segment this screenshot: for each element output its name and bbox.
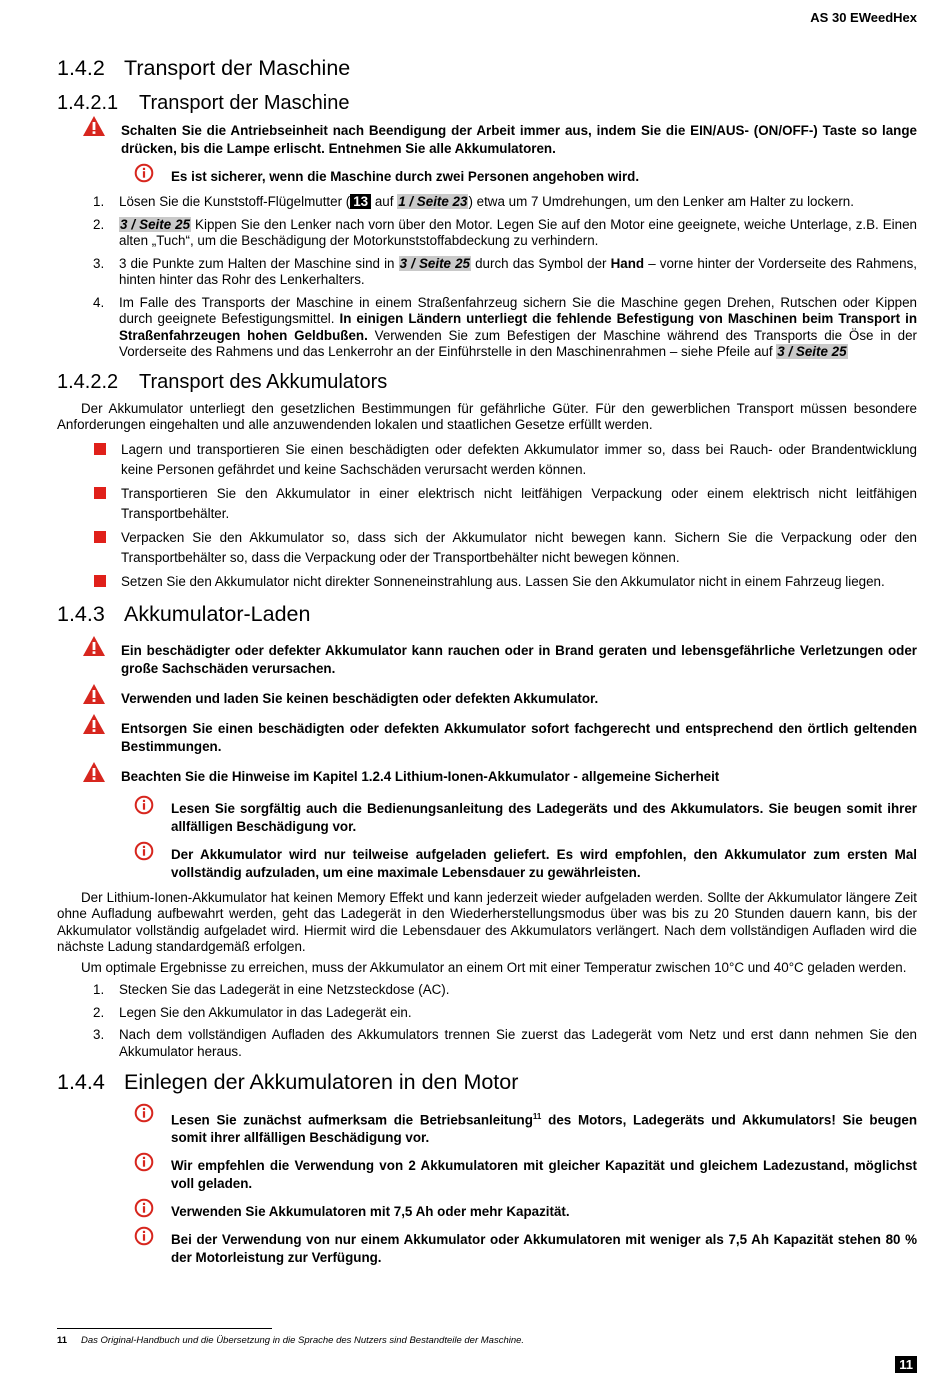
- warning-triangle-icon: [82, 713, 106, 735]
- footnote-text: Das Original-Handbuch und die Übersetzung in die Sprache des Nutzers sind Bestandteile der Maschine.: [81, 1335, 525, 1346]
- footnote-divider: [57, 1328, 272, 1329]
- bullet-text: Transportieren Sie den Akkumulator in einer elektrisch nicht leitfähigen Verpackung oder einem elektrisch nicht leitfähigen Transportbehälter.: [121, 485, 917, 521]
- info-notice: [57, 1157, 917, 1193]
- heading-number: 1.4.2: [57, 56, 105, 80]
- bullet-item: [57, 484, 917, 524]
- heading-number: 1.4.2.1: [57, 92, 119, 114]
- step-item: [57, 217, 917, 250]
- red-square-bullet: [94, 575, 106, 587]
- info-notice: [57, 1231, 917, 1267]
- step-text: auf: [371, 194, 398, 209]
- warning-triangle-icon: [82, 115, 106, 137]
- step-item: [57, 1027, 917, 1060]
- heading-1-4-3: [57, 600, 917, 628]
- heading-title: Transport der Maschine: [124, 56, 351, 80]
- step-item: [57, 1005, 917, 1022]
- info-notice: [57, 846, 917, 882]
- heading-number: 1.4.3: [57, 601, 105, 626]
- step-item: [57, 194, 917, 211]
- part-number-badge: 13: [350, 194, 371, 209]
- intro-paragraph: Der Akkumulator unterliegt den gesetzlichen Bestimmungen für gefährliche Güter. Für den gewerblichen Transport müssen besondere Anforderungen eingehalten und alle anzuwendenden lokalen und staatlichen Gesetze erfüllt werden.: [57, 400, 917, 432]
- step-text: Kippen Sie den Lenker nach vorn über den Motor. Legen Sie auf den Motor eine geeignete, weiche Unterlage, z.B. Einen alten „Tuch“, um die Beschädigung der Motorkunststoffabdeckung zu verhindern.: [119, 216, 917, 248]
- info-notice: [57, 800, 917, 836]
- warning-notice: [57, 720, 917, 756]
- heading-1-4-2-1: [57, 90, 917, 116]
- step-text: 3 die Punkte zum Halten der Maschine sind in: [119, 255, 399, 271]
- warning-triangle-icon: [82, 635, 106, 657]
- red-square-bullet: [94, 443, 106, 455]
- step-text: durch das Symbol der: [471, 255, 611, 271]
- step-item: [57, 256, 917, 289]
- info-circle-icon: [134, 1152, 154, 1172]
- bullet-text: Setzen Sie den Akkumulator nicht direkter Sonneneinstrahlung aus. Lassen Sie den Akkumulator nicht in einem Fahrzeug liegen.: [121, 573, 885, 589]
- step-number: 3.: [93, 255, 105, 271]
- heading-1-4-2-2: [57, 369, 917, 395]
- red-square-bullet: [94, 487, 106, 499]
- footnote-marker: 11: [532, 1112, 542, 1121]
- figure-reference: 3 / Seite 25: [120, 216, 191, 232]
- page-number: 11: [895, 1356, 917, 1373]
- step-item: [57, 982, 917, 999]
- warning-notice: [57, 768, 917, 786]
- figure-reference: 3 / Seite 25: [777, 344, 847, 359]
- info-circle-icon: [134, 163, 154, 183]
- warning-text: Beachten Sie die Hinweise im Kapitel 1.2.4 Lithium-Ionen-Akkumulator - allgemeine Sicherheit: [121, 768, 720, 784]
- warning-text: Entsorgen Sie einen beschädigten oder defekten Akkumulator sofort fachgerecht und entsprechend den örtlich geltenden Bestimmungen.: [121, 720, 917, 754]
- step-text: Legen Sie den Akkumulator in das Ladegerät ein.: [119, 1004, 412, 1020]
- warning-notice: [57, 642, 917, 678]
- emphasis: In einigen Ländern unterliegt die fehlende Befestigung von Maschinen beim Transport in Straßenfahrzeugen hohen Geldbußen.: [119, 311, 917, 343]
- heading-title: Transport der Maschine: [139, 92, 350, 114]
- warning-notice: [57, 122, 917, 158]
- warning-text: Verwenden und laden Sie keinen beschädigten oder defekten Akkumulator.: [121, 690, 599, 706]
- info-circle-icon: [134, 1198, 154, 1218]
- footnote: [57, 1335, 524, 1346]
- step-text: ) etwa um 7 Umdrehungen, um den Lenker am Halter zu lockern.: [468, 194, 854, 209]
- bullet-item: [57, 440, 917, 480]
- page-body: [57, 54, 917, 1275]
- step-text: Im Falle des Transports der Maschine in einem Straßenfahrzeug sichern Sie die Maschine gegen Drehen, Rutschen oder Kippen durch geeignete Befestigungsmittel.: [119, 294, 917, 326]
- step-number: 3.: [93, 1027, 105, 1042]
- warning-notice: [57, 690, 917, 708]
- bullet-item: [57, 572, 917, 592]
- step-number: 1.: [93, 194, 105, 209]
- body-paragraph: Um optimale Ergebnisse zu erreichen, muss der Akkumulator an einem Ort mit einer Temperatur zwischen 10°C und 40°C geladen werden.: [81, 959, 907, 975]
- info-circle-icon: [134, 795, 154, 815]
- running-header: AS 30 EWeedHex: [810, 10, 917, 25]
- figure-reference: 3 / Seite 25: [399, 255, 470, 271]
- info-text: Verwenden Sie Akkumulatoren mit 7,5 Ah oder mehr Kapazität.: [171, 1204, 570, 1220]
- heading-title: Einlegen der Akkumulatoren in den Motor: [124, 1070, 519, 1094]
- warning-triangle-icon: [82, 761, 106, 783]
- info-circle-icon: [134, 841, 154, 861]
- step-number: 4.: [93, 294, 105, 310]
- info-text: des Motors, Ladegeräts und Akkumulators! Sie beugen somit ihrer allfälligen Beschädigung vor.: [171, 1112, 918, 1146]
- footnote-number: 11: [57, 1335, 68, 1346]
- info-text: Bei der Verwendung von nur einem Akkumulator oder Akkumulatoren mit weniger als 7,5 Ah Kapazität stehen 80 % der Motorleistung zur Verfügung.: [171, 1232, 917, 1266]
- step-item: [57, 295, 917, 361]
- warning-text: Schalten Sie die Antriebseinheit nach Beendigung der Arbeit immer aus, indem Sie die EIN/AUS- (ON/OFF-) Taste so lange drücken, bis die Lampe erlischt. Entnehmen Sie alle Akkumulatoren.: [121, 123, 917, 156]
- bullet-text: Lagern und transportieren Sie einen beschädigten oder defekten Akkumulator immer so, dass bei Rauch- oder Brandentwicklung keine Personen gefährdet und keine Sachschäden verursacht werden können.: [121, 441, 917, 477]
- heading-number: 1.4.2.2: [57, 370, 119, 393]
- heading-title: Akkumulator-Laden: [124, 601, 311, 626]
- heading-1-4-4: [57, 1068, 917, 1096]
- info-text: Wir empfehlen die Verwendung von 2 Akkumulatoren mit gleicher Kapazität und gleichem Ladezustand, möglichst voll geladen.: [171, 1158, 917, 1192]
- figure-reference: 1 / Seite 23: [398, 194, 468, 209]
- warning-text: Ein beschädigter oder defekter Akkumulator kann rauchen oder in Brand geraten und lebensgefährliche Verletzungen oder große Sachschäden verursachen.: [121, 642, 917, 676]
- body-paragraph: Der Lithium-Ionen-Akkumulator hat keinen Memory Effekt und kann jederzeit wieder aufgeladen werden. Sollte der Akkumulator längere Zeit ohne Aufladung aufbewahrt werden, geht das Ladegerät in den Wiederherstellungsmodus über was bis zu 20 Stunden dauern kann, bis der Akkumulator vollständig aufgeladet wird. Hiermit wird die Lebensdauer des Akkumulators verlängert. Nach dem vollständigen Aufladen wird die nächste Ladung standardgemäß erfolgen.: [57, 889, 917, 954]
- warning-triangle-icon: [82, 683, 106, 705]
- info-text: Der Akkumulator wird nur teilweise aufgeladen geliefert. Es wird empfohlen, den Akkumulator zum ersten Mal vollständig aufzuladen, um eine maximale Lebensdauer zu gewährleisten.: [171, 846, 917, 880]
- heading-title: Transport des Akkumulators: [139, 370, 388, 393]
- step-number: 2.: [93, 216, 105, 232]
- info-circle-icon: [134, 1226, 154, 1246]
- info-circle-icon: [134, 1103, 154, 1123]
- heading-number: 1.4.4: [57, 1070, 105, 1094]
- step-number: 1.: [93, 982, 105, 997]
- info-text: Lesen Sie sorgfältig auch die Bedienungsanleitung des Ladegeräts und des Akkumulators. Sie beugen somit ihrer allfälligen Beschädigung vor.: [171, 800, 917, 834]
- info-notice: [57, 1108, 917, 1147]
- red-square-bullet: [94, 531, 106, 543]
- step-text: Verwenden Sie zum Befestigen der Maschine während des Transports die Öse in der Vorderseite des Rahmens und das Lenkerrohr an der Einführstelle in den Maschinenrahmen – siehe Pfeile auf: [119, 327, 917, 359]
- step-text: Lösen Sie die Kunststoff-Flügelmutter (: [119, 194, 351, 209]
- info-text: Lesen Sie zunächst aufmerksam die Betriebsanleitung: [171, 1112, 533, 1128]
- bullet-item: [57, 528, 917, 568]
- step-text: Stecken Sie das Ladegerät in eine Netzsteckdose (AC).: [119, 982, 450, 997]
- info-text: Es ist sicherer, wenn die Maschine durch zwei Personen angehoben wird.: [171, 169, 640, 184]
- step-text: – vorne hinter der Vorderseite des Rahmens, hinten hinter das Rohr des Lenkerhalters.: [119, 255, 917, 287]
- bullet-text: Verpacken Sie den Akkumulator so, dass sich der Akkumulator nicht bewegen kann. Sichern Sie die Verpackung oder den Transportbehälter so, dass die Verpackung oder der Transportbehälter nicht bewegen können.: [121, 529, 917, 565]
- info-notice: [57, 168, 917, 186]
- heading-1-4-2: [57, 54, 917, 82]
- step-number: 2.: [93, 1004, 105, 1020]
- emphasis: Hand: [610, 255, 645, 271]
- step-text: Nach dem vollständigen Aufladen des Akkumulators trennen Sie zuerst das Ladegerät vom Netz und erst dann nehmen Sie den Akkumulator heraus.: [119, 1027, 917, 1059]
- info-notice: [57, 1203, 917, 1221]
